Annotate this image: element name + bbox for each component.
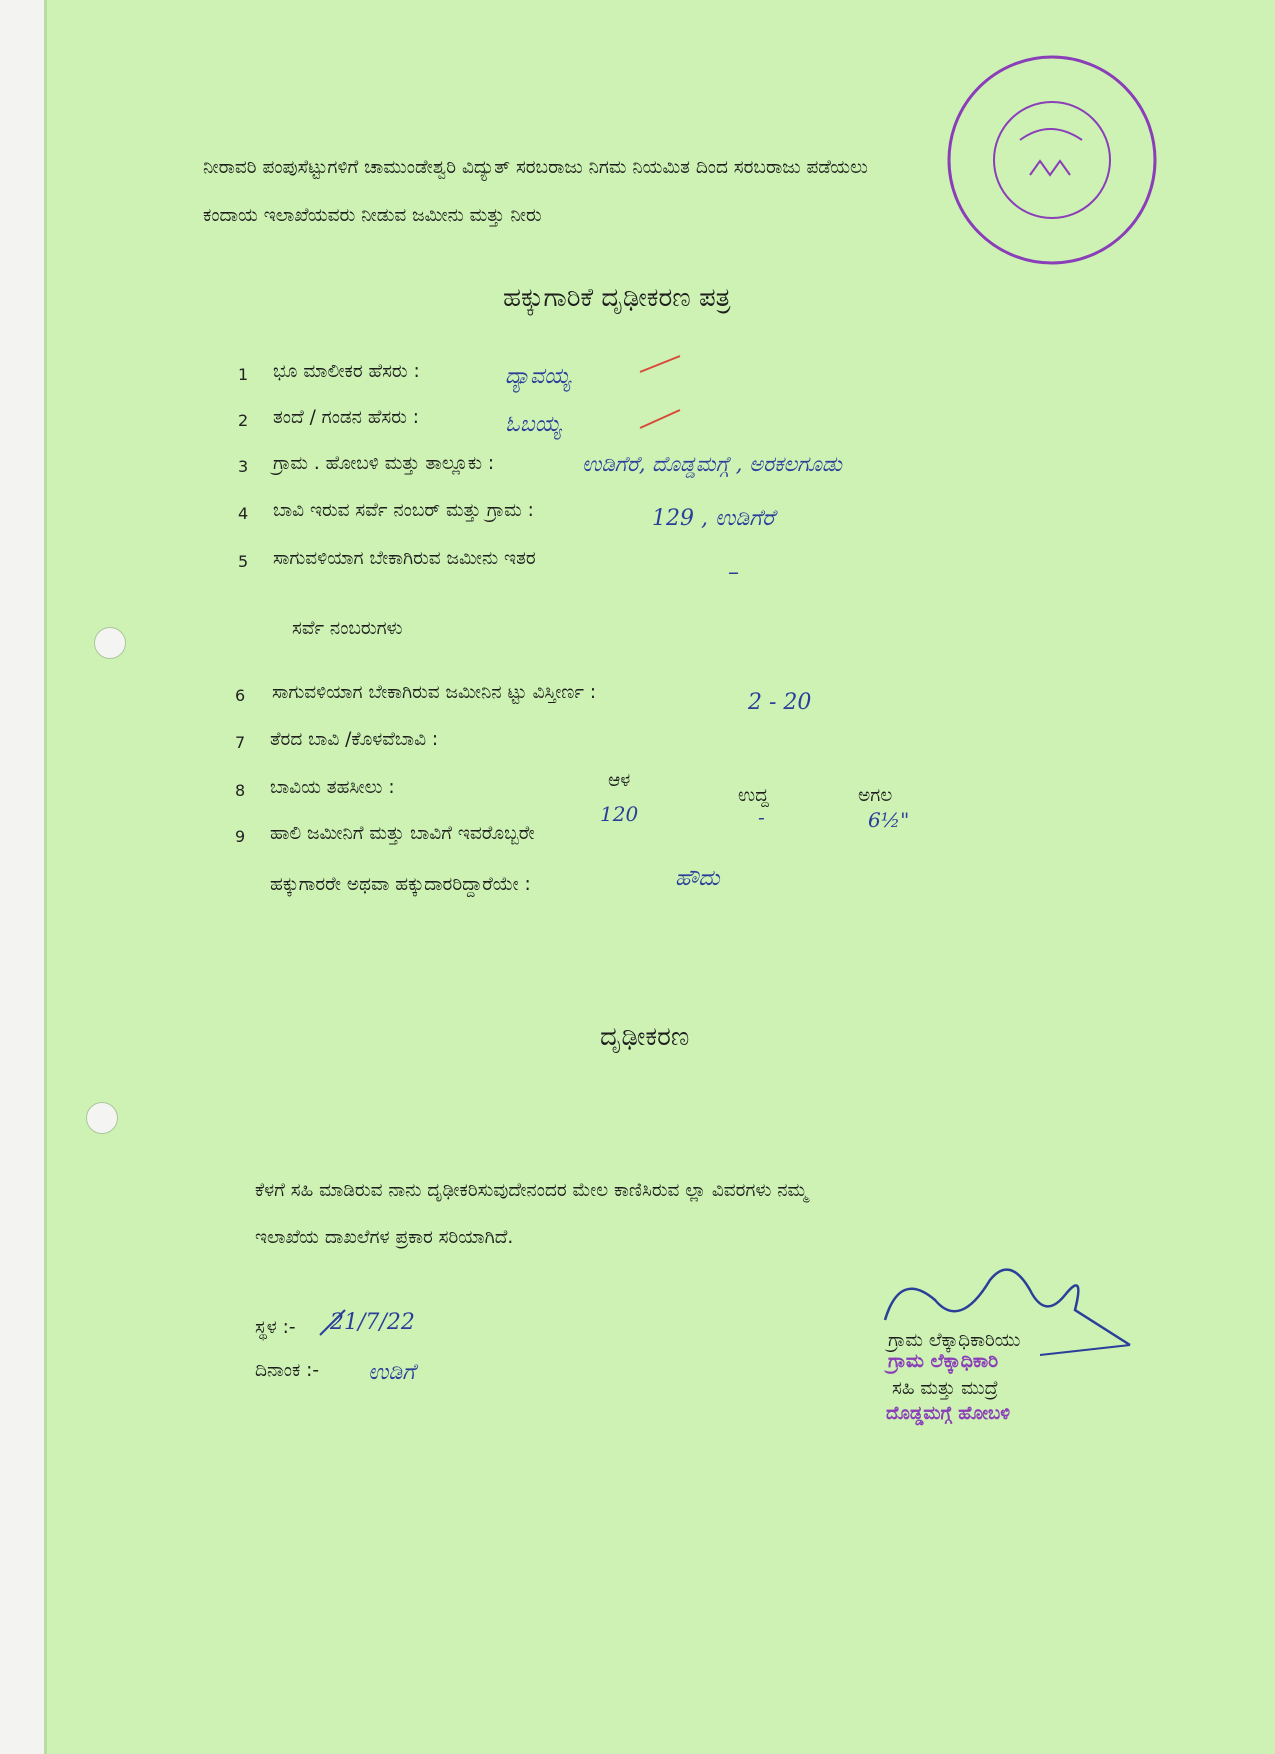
- place-label: ಸ್ಥಳ :-: [255, 1317, 296, 1338]
- place-value: 21/7/22: [330, 1310, 415, 1335]
- field-label: ಬಾವಿಯ ತಹಸೀಲು :: [270, 777, 395, 798]
- field-label: ಹಾಲಿ ಜಮೀನಿಗೆ ಮತ್ತು ಬಾವಿಗೆ ಇವರೊಬ್ಬರೇ: [270, 823, 535, 844]
- field-label: ಗ್ರಾಮ . ಹೋಬಳಿ ಮತ್ತು ತಾಲ್ಲೂಕು :: [273, 453, 495, 474]
- check-mark-2: [640, 410, 680, 428]
- field-label-continued: ಹಕ್ಕುಗಾರರೇ ಅಥವಾ ಹಕ್ಕುದಾರರಿದ್ದಾರೆಯೇ :: [270, 874, 531, 895]
- field-number: 3: [238, 457, 249, 476]
- field-label: ತೆರದ ಬಾವಿ /ಕೊಳವೆಬಾವಿ :: [270, 729, 439, 750]
- header-line-1: ನೀರಾವರಿ ಪಂಪುಸೆಟ್ಟುಗಳಿಗೆ ಚಾಮುಂಡೇಶ್ವರಿ ವಿದ್ಯುತ್ ಸರಬರಾಜು ನಿಗಮ ನಿಯಮಿತ ದಿಂದ ಸರಬರಾಜು ಪಡೆಯಲು: [203, 157, 868, 178]
- field-value: 129 , ಉಡಿಗೆರೆ: [652, 506, 775, 531]
- round-seal: [949, 57, 1155, 263]
- certification-line-1: ಕೆಳಗೆ ಸಹಿ ಮಾಡಿರುವ ನಾನು ದೃಢೀಕರಿಸುವುದೇನಂದರ ಮೇಲ ಕಾಣಿಸಿರುವ ಲ್ಲಾ ವಿವರಗಳು ನಮ್ಮ: [255, 1180, 808, 1201]
- depth-header: ಆಳ: [608, 770, 631, 791]
- field-number: 2: [238, 411, 249, 430]
- width-value: 6½": [868, 808, 910, 832]
- field-number: 9: [235, 827, 246, 846]
- field-label: ಭೂ ಮಾಲೀಕರ ಹೆಸರು :: [273, 361, 420, 382]
- field-number: 4: [238, 504, 249, 523]
- field-value: ಉಡಿಗೆರೆ, ದೊಡ್ಡಮಗ್ಗೆ , ಅರಕಲಗೂಡು: [582, 452, 842, 476]
- section-title: ದೃಢೀಕರಣ: [600, 1022, 690, 1052]
- field-label: ಬಾವಿ ಇರುವ ಸರ್ವೆ ನಂಬರ್ ಮತ್ತು ಗ್ರಾಮ :: [273, 500, 534, 521]
- page-title: ಹಕ್ಕುಗಾರಿಕೆ ದೃಢೀಕರಣ ಪತ್ರ: [503, 283, 731, 313]
- stamp-hobli: ದೊಡ್ಡಮಗ್ಗೆ ಹೋಬಳಿ: [886, 1403, 1011, 1424]
- field-value: 2 - 20: [748, 690, 812, 715]
- depth-value: 120: [600, 802, 639, 826]
- field-number: 6: [235, 686, 246, 705]
- field-number: 1: [238, 365, 249, 384]
- field-number: 8: [235, 781, 246, 800]
- length-value: -: [758, 805, 765, 829]
- field-label: ಸಾಗುವಳಿಯಾಗ ಬೇಕಾಗಿರುವ ಜಮೀನು ಇತರ: [273, 548, 536, 569]
- width-header: ಅಗಲ: [858, 785, 893, 806]
- sign-and-seal-label: ಸಹಿ ಮತ್ತು ಮುದ್ರೆ: [892, 1378, 999, 1399]
- check-mark-1: [640, 356, 680, 372]
- field-number: 7: [235, 733, 246, 752]
- field-value: –: [728, 560, 739, 585]
- field-value: ದ್ಯಾವಯ್ಯ: [505, 364, 571, 389]
- length-header: ಉದ್ದ: [738, 785, 769, 806]
- field-label: ತಂದೆ / ಗಂಡನ ಹೆಸರು :: [273, 407, 420, 428]
- date-label: ದಿನಾಂಕ :-: [255, 1360, 320, 1381]
- officer-title: ಗ್ರಾಮ ಲೆಕ್ಕಾಧಿಕಾರಿಯು: [888, 1330, 1021, 1351]
- date-value: ಉಡಿಗೆ: [368, 1360, 416, 1385]
- field-label: ಸಾಗುವಳಿಯಾಗ ಬೇಕಾಗಿರುವ ಜಮೀನಿನ ಟ್ಟು ವಿಸ್ತೀರ್ಣ :: [272, 682, 597, 703]
- field-value: ಹೌದು: [675, 866, 720, 891]
- field-value: ಓಬಯ್ಯ: [505, 412, 562, 437]
- stamp-officer: ಗ್ರಾಮ ಲೆಕ್ಕಾಧಿಕಾರಿ: [888, 1350, 999, 1372]
- field-number: 5: [238, 552, 249, 571]
- field-label-continued: ಸರ್ವೆ ನಂಬರುಗಳು: [292, 618, 403, 639]
- header-line-2: ಕಂದಾಯ ಇಲಾಖೆಯವರು ನೀಡುವ ಜಮೀನು ಮತ್ತು ನೀರು: [203, 205, 542, 226]
- certification-line-2: ಇಲಾಖೆಯ ದಾಖಲೆಗಳ ಪ್ರಕಾರ ಸರಿಯಾಗಿದೆ.: [255, 1227, 514, 1248]
